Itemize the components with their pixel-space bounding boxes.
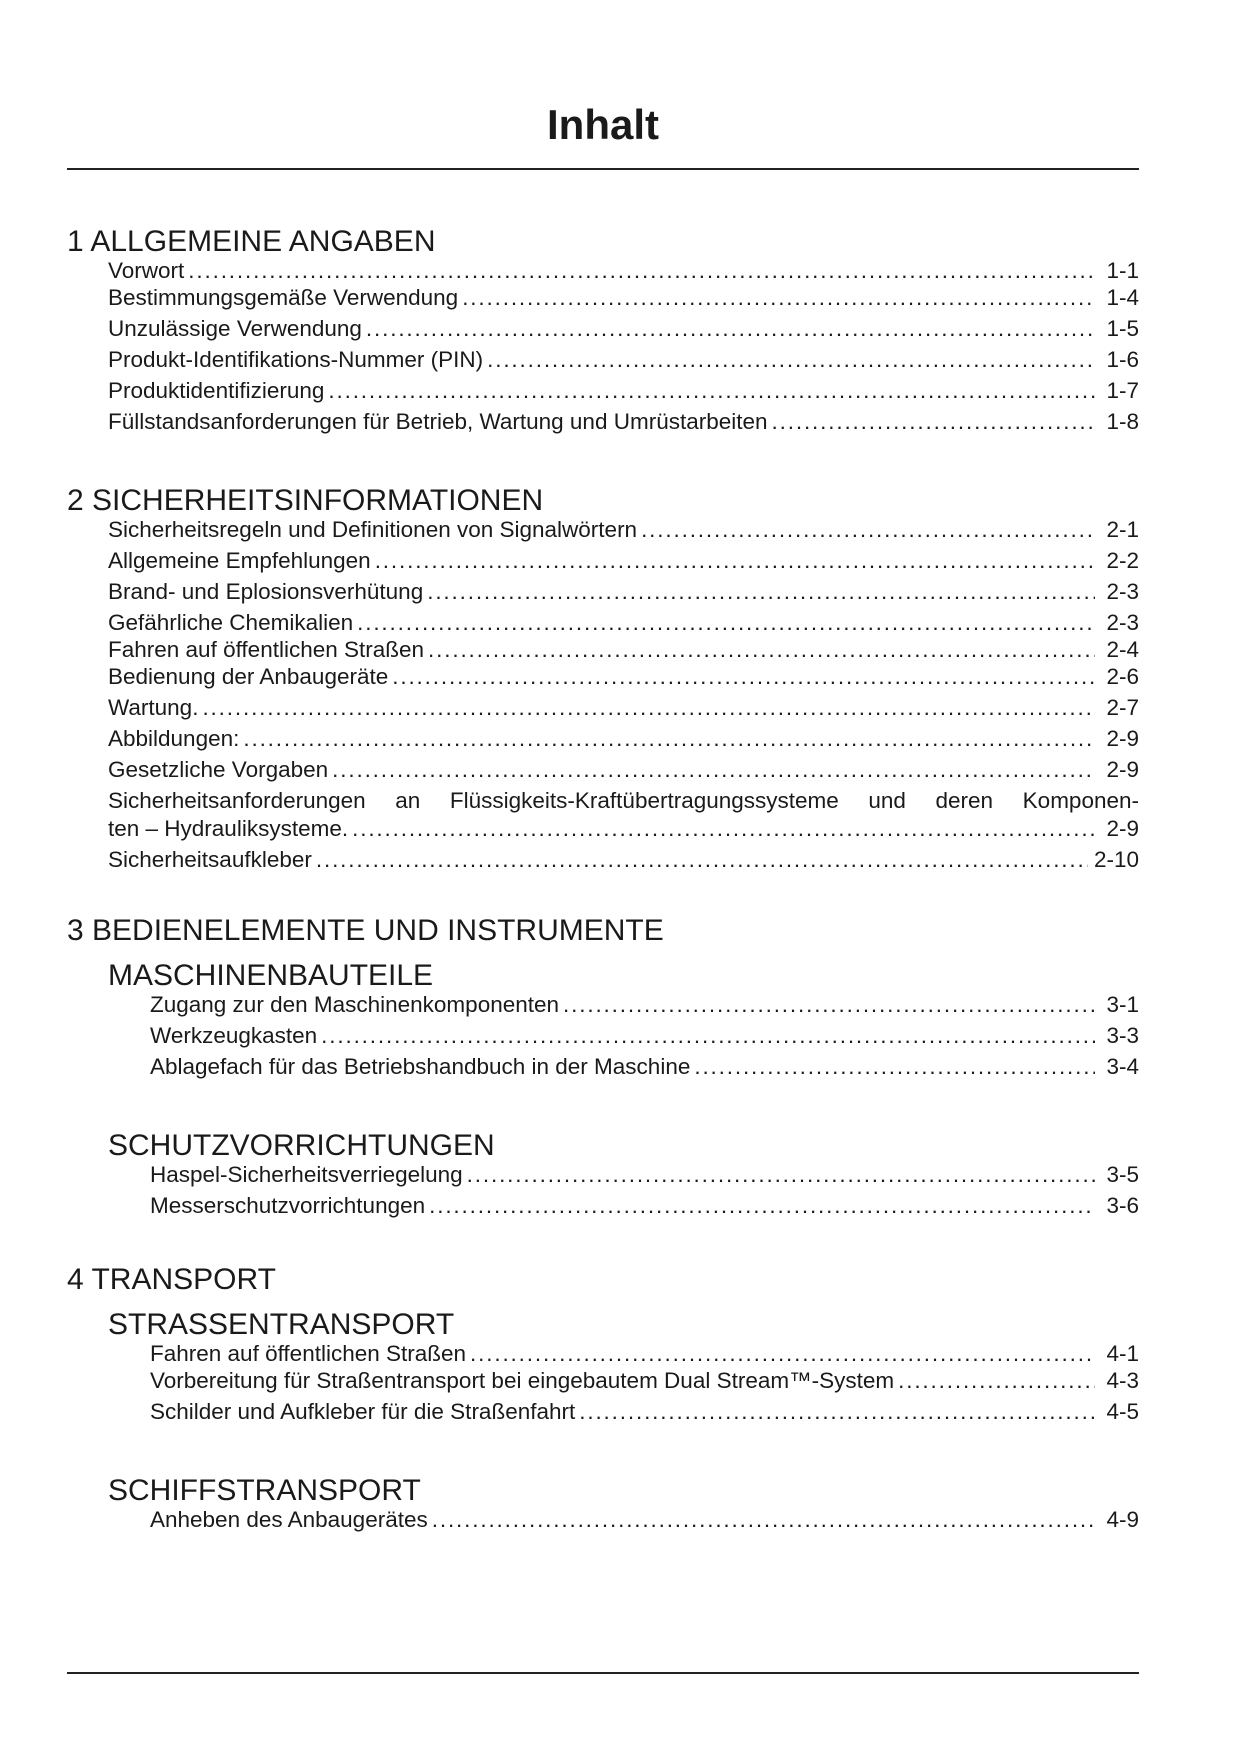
toc-entry[interactable]: Messerschutzvorrichtungen . . . 3-6	[150, 1195, 1139, 1218]
subsection-heading: SCHUTZVORRICHTUNGEN	[108, 1129, 495, 1162]
toc-entry[interactable]: Werkzeugkasten . . . 3-3	[150, 1025, 1139, 1048]
subsection-heading: SCHIFFSTRANSPORT	[108, 1474, 421, 1507]
toc-entry[interactable]: Vorwort . . . 1-1	[108, 260, 1139, 283]
toc-entry[interactable]: Produktidentifizierung . . . 1-7	[108, 380, 1139, 403]
toc-entry[interactable]: Fahren auf öffentlichen Straßen . . . 4-1	[150, 1343, 1139, 1366]
section-heading: 3 BEDIENELEMENTE UND INSTRUMENTE	[67, 914, 664, 947]
toc-entry[interactable]: Bedienung der Anbaugeräte . . . 2-6	[108, 666, 1139, 689]
toc-entry[interactable]: ten – Hydrauliksysteme. . . . 2-9	[108, 818, 1139, 841]
toc-entry[interactable]: Füllstandsanforderungen für Betrieb, Wartung und Umrüstarbeiten . . . 1-8	[108, 411, 1139, 434]
toc-entry[interactable]: Unzulässige Verwendung . . . 1-5	[108, 318, 1139, 341]
toc-entry[interactable]: Wartung. . . . 2-7	[108, 697, 1139, 720]
title-divider	[67, 168, 1139, 170]
toc-entry[interactable]: Brand- und Eplosionsverhütung . . . 2-3	[108, 581, 1139, 604]
toc-entry[interactable]: Haspel-Sicherheitsverriegelung . . . 3-5	[150, 1164, 1139, 1187]
page-title: Inhalt	[547, 101, 659, 148]
section-heading: 4 TRANSPORT	[67, 1263, 276, 1296]
toc-entry[interactable]: Allgemeine Empfehlungen . . . 2-2	[108, 550, 1139, 573]
toc-entry[interactable]: Produkt-Identifikations-Nummer (PIN) . . . 1-6	[108, 349, 1139, 372]
subsection-heading: STRASSENTRANSPORT	[108, 1308, 455, 1341]
toc-entry[interactable]: Vorbereitung für Straßentransport bei eingebautem Dual Stream™-System . . . 4-3	[150, 1370, 1139, 1393]
toc-entry[interactable]: Zugang zur den Maschinenkomponenten . . . 3-1	[150, 994, 1139, 1017]
toc-entry[interactable]: Ablagefach für das Betriebshandbuch in der Maschine . . . 3-4	[150, 1056, 1139, 1079]
toc-entry[interactable]: Gesetzliche Vorgaben . . . 2-9	[108, 759, 1139, 782]
toc-entry[interactable]: Bestimmungsgemäße Verwendung . . . 1-4	[108, 287, 1139, 310]
toc-entry[interactable]: Abbildungen: . . . 2-9	[108, 728, 1139, 751]
toc-entry[interactable]: Fahren auf öffentlichen Straßen . . . 2-4	[108, 639, 1139, 662]
subsection-heading: MASCHINENBAUTEILE	[108, 959, 434, 992]
toc-entry[interactable]: Schilder und Aufkleber für die Straßenfahrt . . . 4-5	[150, 1401, 1139, 1424]
section-heading: 2 SICHERHEITSINFORMATIONEN	[67, 484, 544, 517]
toc-entry[interactable]: Sicherheitsregeln und Definitionen von Signalwörtern . . . 2-1	[108, 519, 1139, 542]
footer-divider	[67, 1672, 1139, 1674]
toc-entry-wrapped-line[interactable]: Sicherheitsanforderungen an Flüssigkeits-Kraftübertragungssysteme und deren Komponen-	[108, 788, 1139, 813]
toc-entry[interactable]: Sicherheitsaufkleber . . . 2-10	[108, 849, 1139, 872]
toc-entry[interactable]: Gefährliche Chemikalien . . . 2-3	[108, 612, 1139, 635]
section-heading: 1 ALLGEMEINE ANGABEN	[67, 225, 436, 258]
toc-entry[interactable]: Anheben des Anbaugerätes . . . 4-9	[150, 1509, 1139, 1532]
